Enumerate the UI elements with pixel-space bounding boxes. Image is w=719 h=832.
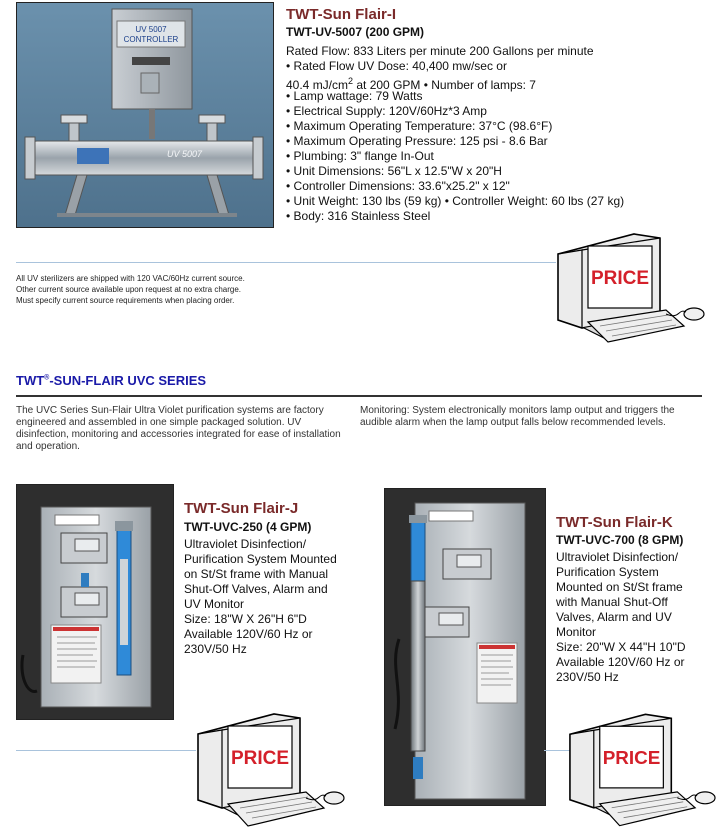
desc-line: Ultraviolet Disinfection/ xyxy=(184,537,307,551)
product-j-photo xyxy=(16,484,174,720)
product-j-description xyxy=(184,537,337,657)
series-heading-reg: ® xyxy=(44,374,50,382)
controller-label-1: UV 5007 xyxy=(135,25,167,34)
spec-item: • Unit Dimensions: 56"L x 12.5"W x 20"H xyxy=(286,164,502,178)
spec-item: • Electrical Supply: 120V/60Hz*3 Amp xyxy=(286,104,487,118)
price-label: PRICE xyxy=(230,748,290,769)
uv-dose-a: 40.4 mJ/cm xyxy=(286,78,349,92)
series-intro-right: Monitoring: System electronically monitors lamp output and triggers the audible alarm when the lamp output falls below recommended levels. xyxy=(360,405,675,428)
desc-line: 230V/50 Hz xyxy=(184,642,247,656)
desc-line: UV Monitor xyxy=(184,597,245,611)
series-intro-left: The UVC Series Sun-Flair Ultra Violet purification systems are factory engineered and assembled in one simple packaged solution. UV disinfection, monitoring and accessories integrated for ease of installation and operation. xyxy=(16,405,341,452)
unit-label: UV 5007 xyxy=(167,149,203,159)
product-k-photo xyxy=(384,488,546,806)
spec-item: • Maximum Operating Pressure: 125 psi - 8.6 Bar xyxy=(286,134,548,148)
desc-line: 230V/50 Hz xyxy=(556,670,619,684)
uv-dose-b: at 200 GPM • Number of lamps: 7 xyxy=(353,78,536,92)
desc-line: Ultraviolet Disinfection/ xyxy=(556,550,679,564)
desc-line: Purification System xyxy=(556,565,659,579)
controller-label-2: CONTROLLER xyxy=(123,35,179,44)
series-heading-rule xyxy=(16,395,702,397)
series-heading-rest: -SUN-FLAIR UVC SERIES xyxy=(49,373,207,388)
spec-item: • Plumbing: 3" flange In-Out xyxy=(286,149,434,163)
price-button-product-i[interactable] xyxy=(548,228,708,348)
spec-item: • Body: 316 Stainless Steel xyxy=(286,209,431,223)
desc-line: Available 120V/60 Hz or xyxy=(184,627,313,641)
price-button-product-k[interactable] xyxy=(560,708,719,832)
product-i-title: TWT-Sun Flair-I xyxy=(286,6,396,23)
price-label: PRICE xyxy=(590,268,650,289)
product-k-description xyxy=(556,550,686,685)
desc-line: Mounted on St/St frame xyxy=(556,580,683,594)
desc-line: Shut-Off Valves, Alarm and xyxy=(184,582,328,596)
product-k-model: TWT-UVC-700 (8 GPM) xyxy=(556,533,684,547)
product-i-model: TWT-UV-5007 (200 GPM) xyxy=(286,25,425,39)
spec-item: • Controller Dimensions: 33.6"x25.2" x 12" xyxy=(286,179,510,193)
product-i-photo xyxy=(16,2,274,228)
desc-line: Available 120V/60 Hz or xyxy=(556,655,685,669)
product-i-rated-flow: Rated Flow: 833 Liters per minute 200 Gallons per minute xyxy=(286,44,594,58)
price-button-product-j[interactable] xyxy=(188,708,348,832)
desc-line: Valves, Alarm and UV xyxy=(556,610,672,624)
spec-item: • Lamp wattage: 79 Watts xyxy=(286,89,423,103)
product-j-model: TWT-UVC-250 (4 GPM) xyxy=(184,520,312,534)
product-k-title: TWT-Sun Flair-K xyxy=(556,514,673,531)
product-i-uv-dose-1: • Rated Flow UV Dose: 40,400 mw/sec or xyxy=(286,59,507,73)
desc-line: on St/St frame with Manual xyxy=(184,567,329,581)
desc-line: Purification System Mounted xyxy=(184,552,337,566)
divider xyxy=(16,262,556,263)
spec-item: • Maximum Operating Temperature: 37°C (98.6°F) xyxy=(286,119,553,133)
note-line: Other current source available upon request at no extra charge. xyxy=(16,285,242,294)
note-line: All UV sterilizers are shipped with 120 VAC/60Hz current source. xyxy=(16,274,245,283)
divider xyxy=(16,750,196,751)
uv-dose-sup: 2 xyxy=(348,76,354,86)
series-heading-prefix: TWT xyxy=(16,373,45,388)
product-j-title: TWT-Sun Flair-J xyxy=(184,500,299,517)
series-heading xyxy=(16,373,206,388)
note-line: Must specify current source requirements when placing order. xyxy=(16,296,235,305)
price-label: PRICE xyxy=(602,748,661,770)
product-i-spec-list xyxy=(286,89,624,224)
desc-line: Size: 18"W X 26"H 6"D xyxy=(184,612,307,626)
desc-line: Size: 20"W X 44"H 10"D xyxy=(556,640,686,654)
desc-line: Monitor xyxy=(556,625,597,639)
desc-line: with Manual Shut-Off xyxy=(556,595,668,609)
spec-item: • Unit Weight: 130 lbs (59 kg) • Controller Weight: 60 lbs (27 kg) xyxy=(286,194,625,208)
shipping-notes xyxy=(16,273,245,306)
